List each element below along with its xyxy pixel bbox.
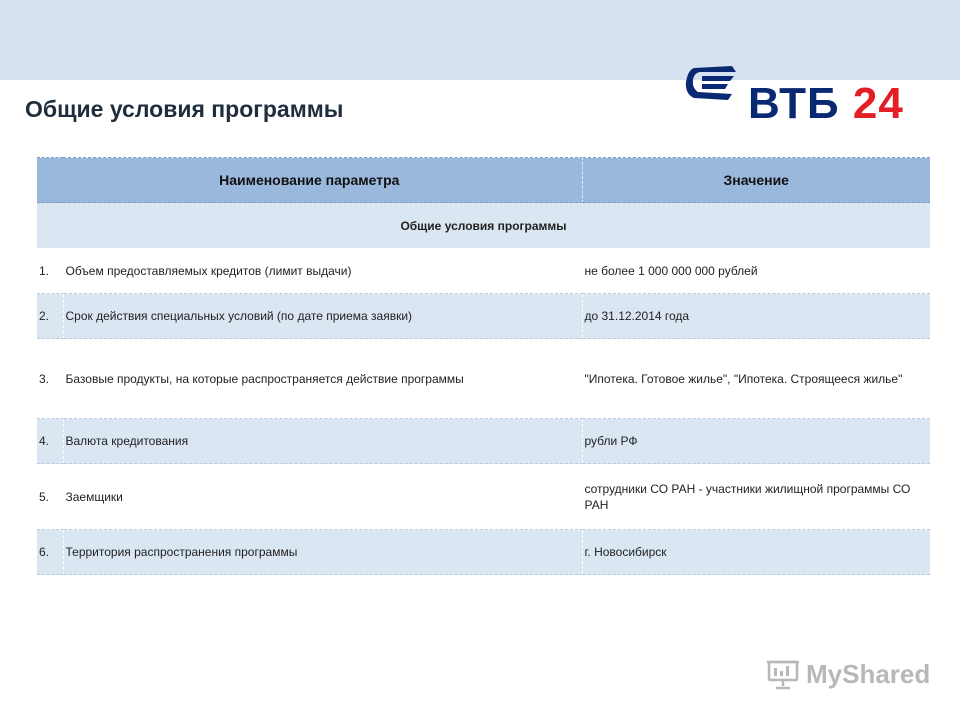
row-param: Базовые продукты, на которые распространяется действие программы	[63, 339, 582, 419]
row-number: 3.	[37, 339, 63, 419]
row-number: 5.	[37, 464, 63, 530]
logo-wordmark-red: 24	[852, 79, 904, 128]
row-number: 6.	[37, 530, 63, 575]
projector-screen-icon	[766, 658, 800, 690]
row-param: Срок действия специальных условий (по дате приема заявки)	[63, 294, 582, 339]
table-row	[37, 248, 930, 294]
myshared-watermark	[766, 656, 936, 692]
logo-wordmark	[748, 79, 904, 128]
vtb24-logo-icon	[684, 56, 914, 128]
row-value: "Ипотека. Готовое жилье", "Ипотека. Строящееся жилье"	[582, 339, 930, 419]
table-row	[37, 464, 930, 530]
header-value: Значение	[582, 158, 930, 203]
table-header-row	[37, 158, 930, 203]
row-number: 2.	[37, 294, 63, 339]
watermark-text: MyShared	[806, 658, 931, 689]
conditions-table	[37, 157, 930, 575]
row-param: Валюта кредитования	[63, 419, 582, 464]
row-value: г. Новосибирск	[582, 530, 930, 575]
header-param: Наименование параметра	[37, 158, 582, 203]
row-number: 1.	[37, 248, 63, 294]
row-value: сотрудники СО РАН - участники жилищной программы СО РАН	[582, 464, 930, 530]
row-param: Заемщики	[63, 464, 582, 530]
row-number: 4.	[37, 419, 63, 464]
row-value: не более 1 000 000 000 рублей	[582, 248, 930, 294]
vtb24-logo	[684, 56, 914, 128]
page-title: Общие условия программы	[25, 96, 344, 122]
row-value: до 31.12.2014 года	[582, 294, 930, 339]
table-row	[37, 530, 930, 575]
section-title: Общие условия программы	[37, 203, 930, 249]
table-row	[37, 339, 930, 419]
logo-wordmark-blue: ВТБ	[748, 79, 840, 128]
table-section-row	[37, 203, 930, 249]
row-value: рубли РФ	[582, 419, 930, 464]
table-row	[37, 294, 930, 339]
row-param: Территория распространения программы	[63, 530, 582, 575]
table-row	[37, 419, 930, 464]
row-param: Объем предоставляемых кредитов (лимит выдачи)	[63, 248, 582, 294]
